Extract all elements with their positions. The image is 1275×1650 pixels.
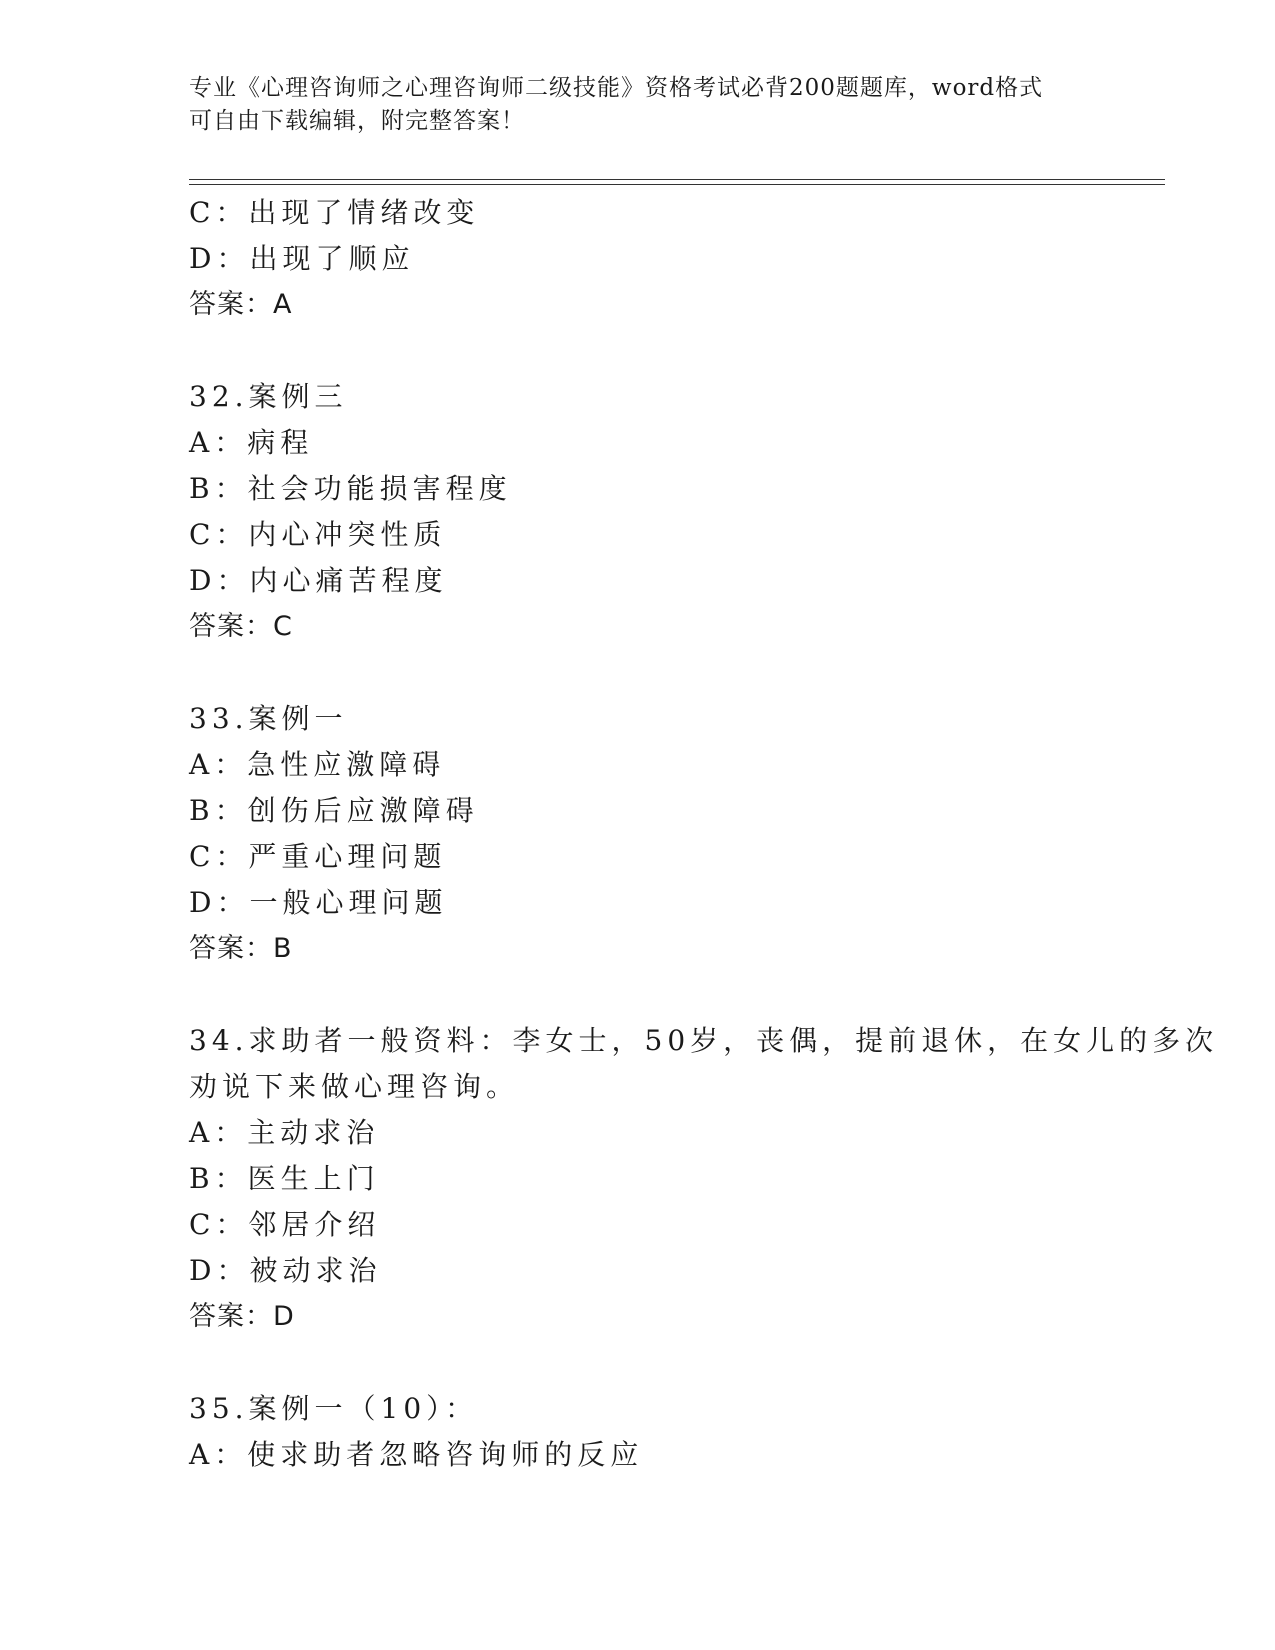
header-title-line-2: 可自由下载编辑，附完整答案！ xyxy=(189,108,525,134)
option-a: A：急性应激障碍 xyxy=(189,748,446,781)
option-a: A：主动求治 xyxy=(189,1116,380,1149)
header-divider-top xyxy=(189,179,1165,180)
question-block-31 xyxy=(189,190,1129,328)
answer-line: 答案：D xyxy=(189,1301,295,1332)
question-content xyxy=(189,190,1219,1478)
question-stem: 35.案例一（10）： xyxy=(189,1392,479,1425)
question-stem: 33.案例一 xyxy=(189,702,348,735)
question-block-35 xyxy=(189,1386,1129,1478)
option-a: A：病程 xyxy=(189,426,314,459)
option-a: A：使求助者忽略咨询师的反应 xyxy=(189,1438,644,1471)
answer-line: 答案：B xyxy=(189,933,293,964)
question-block-33 xyxy=(189,696,1129,972)
option-c: C：严重心理问题 xyxy=(189,840,447,873)
option-c: C：内心冲突性质 xyxy=(189,518,447,551)
question-block-32 xyxy=(189,374,1129,650)
question-stem-line-2: 劝说下来做心理咨询。 xyxy=(189,1070,520,1103)
question-block-34 xyxy=(189,1018,1219,1340)
document-header xyxy=(189,72,1089,138)
answer-line: 答案：C xyxy=(189,611,293,642)
header-divider-bottom xyxy=(189,184,1165,185)
option-c: C：出现了情绪改变 xyxy=(189,196,480,229)
option-d: D：一般心理问题 xyxy=(189,886,448,919)
header-title-line-1: 专业《心理咨询师之心理咨询师二级技能》资格考试必背200题题库，word格式 xyxy=(189,75,1044,101)
question-stem: 32.案例三 xyxy=(189,380,348,413)
question-stem-line-1: 34.求助者一般资料：李女士，50岁，丧偶，提前退休，在女儿的多次 xyxy=(189,1024,1219,1057)
option-d: D：出现了顺应 xyxy=(189,242,415,275)
option-d: D：内心痛苦程度 xyxy=(189,564,448,597)
option-b: B：创伤后应激障碍 xyxy=(189,794,479,827)
answer-line: 答案：A xyxy=(189,289,293,320)
option-d: D：被动求治 xyxy=(189,1254,382,1287)
option-b: B：医生上门 xyxy=(189,1162,380,1195)
option-b: B：社会功能损害程度 xyxy=(189,472,512,505)
option-c: C：邻居介绍 xyxy=(189,1208,381,1241)
